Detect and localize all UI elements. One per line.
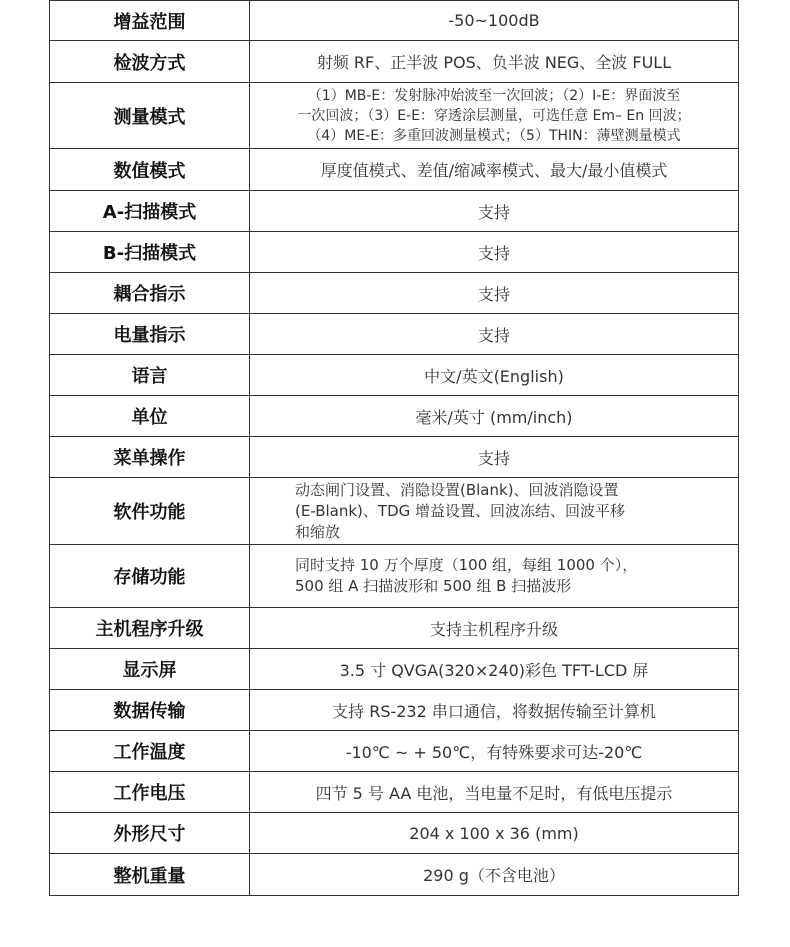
spec-value: 290 g（不含电池） <box>250 854 739 896</box>
spec-value: 支持 <box>250 191 739 232</box>
spec-label: 数值模式 <box>50 149 250 191</box>
spec-label: 语言 <box>50 355 250 396</box>
spec-value: 3.5 寸 QVGA(320×240)彩色 TFT-LCD 屏 <box>250 649 739 690</box>
spec-value: 四节 5 号 AA 电池，当电量不足时，有低电压提示 <box>250 772 739 813</box>
spec-label: A-扫描模式 <box>50 191 250 232</box>
spec-value: 204 x 100 x 36 (mm) <box>250 813 739 854</box>
table-row <box>50 772 739 813</box>
spec-value: 厚度值模式、差值/缩减率模式、最大/最小值模式 <box>250 149 739 191</box>
table-row <box>50 314 739 355</box>
table-row <box>50 649 739 690</box>
spec-label: 测量模式 <box>50 83 250 149</box>
spec-value: -10℃ ~ + 50℃，有特殊要求可达-20℃ <box>250 731 739 772</box>
table-row <box>50 273 739 314</box>
table-row <box>50 854 739 896</box>
table-row <box>50 545 739 608</box>
spec-value: 射频 RF、正半波 POS、负半波 NEG、全波 FULL <box>250 41 739 83</box>
spec-label: B-扫描模式 <box>50 232 250 273</box>
spec-label: 工作电压 <box>50 772 250 813</box>
spec-value: 支持 <box>250 273 739 314</box>
table-row <box>50 1 739 41</box>
table-row <box>50 608 739 649</box>
table-row <box>50 437 739 478</box>
spec-value: 中文/英文(English) <box>250 355 739 396</box>
table-row <box>50 41 739 83</box>
table-row <box>50 813 739 854</box>
spec-value: 动态闸门设置、消隐设置(Blank)、回波消隐设置 (E-Blank)、TDG 增益设置、回波冻结、回波平移 和缩放 <box>250 478 739 545</box>
table-row <box>50 83 739 149</box>
spec-table <box>49 0 739 896</box>
spec-label: 数据传输 <box>50 690 250 731</box>
spec-label: 工作温度 <box>50 731 250 772</box>
table-row <box>50 690 739 731</box>
spec-label: 菜单操作 <box>50 437 250 478</box>
table-row <box>50 731 739 772</box>
table-row <box>50 191 739 232</box>
spec-label: 增益范围 <box>50 1 250 41</box>
spec-label: 单位 <box>50 396 250 437</box>
spec-value: 支持 <box>250 314 739 355</box>
spec-label: 存储功能 <box>50 545 250 608</box>
spec-label: 显示屏 <box>50 649 250 690</box>
spec-value: （1）MB-E：发射脉冲始波至一次回波；（2）I-E：界面波至 一次回波；（3）E-E：穿透涂层测量，可选任意 Em– En 回波； （4）ME-E：多重回波测量模式；（5）THIN：薄壁测量模式 <box>250 83 739 149</box>
spec-label: 整机重量 <box>50 854 250 896</box>
table-row <box>50 355 739 396</box>
spec-value: 同时支持 10 万个厚度（100 组，每组 1000 个）， 500 组 A 扫描波形和 500 组 B 扫描波形 <box>250 545 739 608</box>
spec-label: 耦合指示 <box>50 273 250 314</box>
spec-value: 支持 RS-232 串口通信，将数据传输至计算机 <box>250 690 739 731</box>
spec-value: 支持 <box>250 232 739 273</box>
spec-label: 检波方式 <box>50 41 250 83</box>
table-row <box>50 149 739 191</box>
table-row <box>50 478 739 545</box>
spec-value: -50~100dB <box>250 1 739 41</box>
spec-value: 支持 <box>250 437 739 478</box>
table-row <box>50 396 739 437</box>
spec-label: 外形尺寸 <box>50 813 250 854</box>
table-row <box>50 232 739 273</box>
spec-label: 软件功能 <box>50 478 250 545</box>
spec-label: 电量指示 <box>50 314 250 355</box>
spec-value: 支持主机程序升级 <box>250 608 739 649</box>
spec-value: 毫米/英寸 (mm/inch) <box>250 396 739 437</box>
spec-label: 主机程序升级 <box>50 608 250 649</box>
